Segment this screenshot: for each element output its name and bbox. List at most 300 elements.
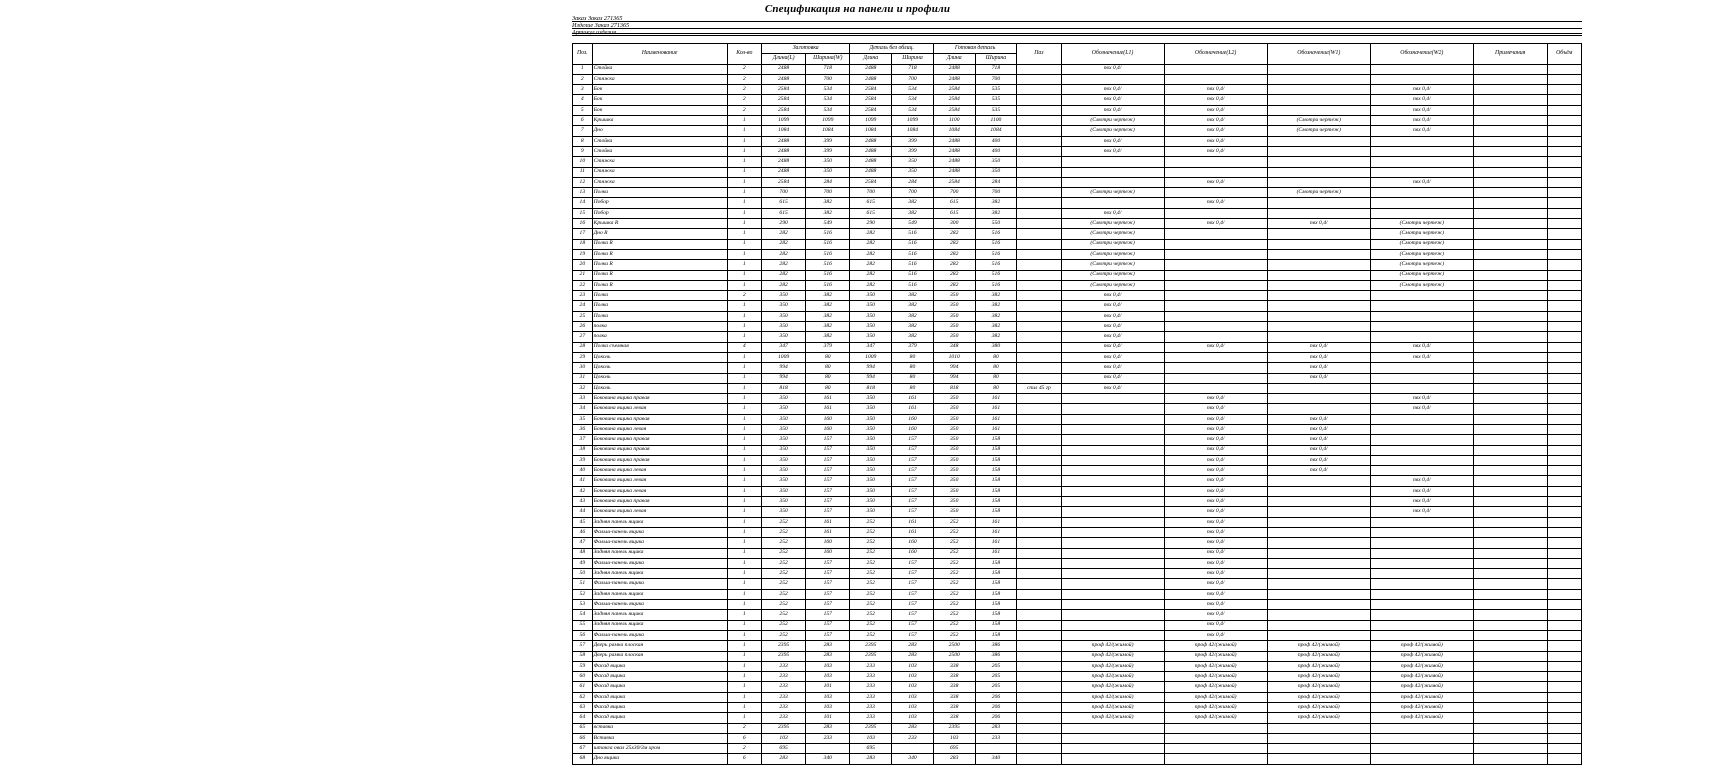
table-cell: 80 bbox=[806, 352, 850, 362]
table-cell: пвх 0,4/ bbox=[1164, 486, 1267, 496]
table-cell: Боковина ящика левая bbox=[592, 466, 727, 476]
table-row bbox=[573, 558, 1582, 568]
table-cell: 283 bbox=[850, 754, 892, 764]
table-cell: 205 bbox=[975, 672, 1017, 682]
table-cell bbox=[1473, 85, 1547, 95]
table-cell: 6 bbox=[727, 733, 761, 743]
table-cell bbox=[1547, 713, 1581, 723]
table-cell: 516 bbox=[975, 280, 1017, 290]
table-cell bbox=[1473, 486, 1547, 496]
table-cell bbox=[1473, 661, 1547, 671]
table-cell: пвх 0,4/ bbox=[1164, 548, 1267, 558]
table-cell: 157 bbox=[806, 600, 850, 610]
table-cell bbox=[1017, 424, 1061, 434]
table-cell: 233 bbox=[762, 703, 806, 713]
table-cell bbox=[1061, 548, 1164, 558]
table-cell: Стяжка bbox=[592, 177, 727, 187]
table-cell: 350 bbox=[933, 424, 975, 434]
table-cell: 252 bbox=[850, 610, 892, 620]
table-cell: 2488 bbox=[850, 136, 892, 146]
table-cell: пвх 0,4/ bbox=[1164, 414, 1267, 424]
table-cell bbox=[1547, 188, 1581, 198]
table-cell: пвх 0,4/ bbox=[1164, 126, 1267, 136]
table-row bbox=[573, 517, 1582, 527]
table-cell bbox=[1061, 733, 1164, 743]
table-cell: пвх 0,4/ bbox=[1164, 476, 1267, 486]
table-cell: Побор bbox=[592, 208, 727, 218]
table-cell: 161 bbox=[975, 394, 1017, 404]
table-cell: 382 bbox=[892, 322, 934, 332]
table-cell bbox=[1547, 507, 1581, 517]
table-cell: 615 bbox=[762, 198, 806, 208]
table-cell bbox=[1473, 260, 1547, 270]
table-cell: пвх 0,4/ bbox=[1164, 146, 1267, 156]
table-cell bbox=[1017, 476, 1061, 486]
table-cell: 350 bbox=[850, 322, 892, 332]
table-cell: 1 bbox=[727, 146, 761, 156]
table-cell bbox=[1061, 414, 1164, 424]
table-cell bbox=[1017, 610, 1061, 620]
table-cell: 350 bbox=[850, 507, 892, 517]
table-row bbox=[573, 610, 1582, 620]
table-cell bbox=[1017, 394, 1061, 404]
table-cell: 350 bbox=[850, 301, 892, 311]
table-cell: 1 bbox=[727, 322, 761, 332]
table-cell bbox=[1473, 445, 1547, 455]
header-line-product bbox=[572, 22, 1582, 29]
table-cell: 350 bbox=[762, 435, 806, 445]
table-group-header-row bbox=[573, 44, 1582, 54]
table-cell: 282 bbox=[850, 249, 892, 259]
table-cell: проф 42/(жимой) bbox=[1267, 661, 1370, 671]
table-cell bbox=[1473, 589, 1547, 599]
table-cell: Боковина ящика левая bbox=[592, 424, 727, 434]
table-cell bbox=[1547, 630, 1581, 640]
table-cell: 80 bbox=[892, 373, 934, 383]
table-cell: 282 bbox=[762, 239, 806, 249]
table-cell bbox=[1267, 527, 1370, 537]
table-cell: 350 bbox=[892, 167, 934, 177]
table-cell: Стойка bbox=[592, 146, 727, 156]
table-cell: 38 bbox=[573, 445, 593, 455]
table-cell: 399 bbox=[892, 146, 934, 156]
table-cell bbox=[1017, 116, 1061, 126]
table-cell: 350 bbox=[933, 466, 975, 476]
table-cell bbox=[1017, 311, 1061, 321]
table-row bbox=[573, 466, 1582, 476]
table-cell: Стойка bbox=[592, 64, 727, 74]
table-cell: 2584 bbox=[850, 177, 892, 187]
table-cell bbox=[1267, 579, 1370, 589]
table-cell: Фасад ящика bbox=[592, 703, 727, 713]
table-cell: 252 bbox=[762, 517, 806, 527]
table-cell bbox=[1547, 116, 1581, 126]
table-cell: проф 42/(жимой) bbox=[1267, 672, 1370, 682]
table-cell bbox=[1547, 208, 1581, 218]
table-cell: 2 bbox=[727, 744, 761, 754]
col-header-final-length: Длина bbox=[933, 54, 975, 64]
table-cell: 2584 bbox=[850, 105, 892, 115]
table-cell bbox=[1473, 497, 1547, 507]
table-cell bbox=[1473, 723, 1547, 733]
table-cell bbox=[1017, 404, 1061, 414]
table-cell: 382 bbox=[892, 208, 934, 218]
table-cell: 56 bbox=[573, 630, 593, 640]
table-cell: (Смотри чертеж) bbox=[1370, 249, 1473, 259]
table-cell: 44 bbox=[573, 507, 593, 517]
table-cell bbox=[1473, 548, 1547, 558]
table-cell: 549 bbox=[806, 219, 850, 229]
table-cell bbox=[1547, 342, 1581, 352]
table-cell: проф 42/(жимой) bbox=[1061, 682, 1164, 692]
table-cell: 350 bbox=[933, 301, 975, 311]
table-cell: 516 bbox=[806, 280, 850, 290]
header-rule bbox=[572, 33, 1582, 36]
table-cell: 103 bbox=[850, 733, 892, 743]
table-row bbox=[573, 435, 1582, 445]
table-cell bbox=[1473, 311, 1547, 321]
table-cell: Побор bbox=[592, 198, 727, 208]
table-cell bbox=[1547, 661, 1581, 671]
table-cell: 161 bbox=[975, 424, 1017, 434]
table-cell: 1084 bbox=[975, 126, 1017, 136]
table-cell: Фальш-панель ящика bbox=[592, 538, 727, 548]
table-cell: 12 bbox=[573, 177, 593, 187]
table-cell bbox=[1017, 229, 1061, 239]
table-cell: 350 bbox=[850, 455, 892, 465]
table-cell: 158 bbox=[975, 497, 1017, 507]
table-cell bbox=[1267, 517, 1370, 527]
table-cell: 160 bbox=[806, 424, 850, 434]
table-cell: 1 bbox=[727, 466, 761, 476]
table-cell: 399 bbox=[806, 146, 850, 156]
table-cell: Боковина ящика левая bbox=[592, 507, 727, 517]
table-cell: 45 bbox=[573, 517, 593, 527]
table-row bbox=[573, 322, 1582, 332]
table-cell bbox=[1473, 239, 1547, 249]
table-row bbox=[573, 85, 1582, 95]
table-cell: 1 bbox=[727, 177, 761, 187]
table-cell: 549 bbox=[892, 219, 934, 229]
table-cell bbox=[1473, 301, 1547, 311]
table-cell bbox=[1473, 136, 1547, 146]
table-cell: 26 bbox=[573, 322, 593, 332]
table-cell: 48 bbox=[573, 548, 593, 558]
table-cell: пвх 0,4/ bbox=[1164, 177, 1267, 187]
table-cell: 233 bbox=[762, 713, 806, 723]
table-cell: (Смотри чертеж) bbox=[1370, 239, 1473, 249]
table-cell bbox=[1473, 95, 1547, 105]
table-cell bbox=[1061, 435, 1164, 445]
table-cell: 4 bbox=[573, 95, 593, 105]
table-cell bbox=[1370, 558, 1473, 568]
table-cell: 516 bbox=[892, 280, 934, 290]
table-cell: Боковина ящика правая bbox=[592, 414, 727, 424]
table-cell: 157 bbox=[806, 507, 850, 517]
table-cell: 695 bbox=[762, 744, 806, 754]
table-cell: 101 bbox=[806, 713, 850, 723]
table-row bbox=[573, 538, 1582, 548]
table-cell: 66 bbox=[573, 733, 593, 743]
table-cell bbox=[1370, 146, 1473, 156]
col-header-groove: Паз bbox=[1017, 44, 1061, 65]
table-cell bbox=[1547, 198, 1581, 208]
table-cell: 350 bbox=[933, 414, 975, 424]
table-cell bbox=[1547, 486, 1581, 496]
table-cell bbox=[1473, 167, 1547, 177]
table-cell: 350 bbox=[892, 157, 934, 167]
table-cell bbox=[1473, 466, 1547, 476]
table-cell: пвх 0,4/ bbox=[1164, 116, 1267, 126]
table-cell: пвх 0,4/ bbox=[1061, 208, 1164, 218]
table-cell: Фасад ящика bbox=[592, 661, 727, 671]
table-cell bbox=[1473, 754, 1547, 764]
table-cell: 252 bbox=[762, 600, 806, 610]
table-cell: 350 bbox=[933, 486, 975, 496]
table-cell: 161 bbox=[975, 404, 1017, 414]
table-row bbox=[573, 414, 1582, 424]
table-cell: 252 bbox=[933, 620, 975, 630]
table-row bbox=[573, 600, 1582, 610]
table-cell: 1 bbox=[727, 507, 761, 517]
table-cell: 350 bbox=[850, 486, 892, 496]
table-cell: 1 bbox=[727, 641, 761, 651]
table-cell bbox=[1267, 301, 1370, 311]
table-cell: 161 bbox=[892, 527, 934, 537]
table-cell: 157 bbox=[892, 630, 934, 640]
table-cell: 4 bbox=[727, 342, 761, 352]
table-cell: (Смотри чертеж) bbox=[1370, 270, 1473, 280]
table-cell bbox=[1370, 157, 1473, 167]
table-cell: пвх 0,4/ bbox=[1267, 219, 1370, 229]
table-cell: 350 bbox=[806, 167, 850, 177]
table-cell: 80 bbox=[892, 363, 934, 373]
table-cell: 2395 bbox=[762, 641, 806, 651]
table-cell: 157 bbox=[892, 579, 934, 589]
table-cell: 158 bbox=[975, 630, 1017, 640]
table-cell: 252 bbox=[850, 630, 892, 640]
table-cell: Дверь рамка плоская bbox=[592, 651, 727, 661]
table-cell: 399 bbox=[892, 136, 934, 146]
table-cell bbox=[1267, 167, 1370, 177]
table-cell: 1 bbox=[727, 610, 761, 620]
table-cell bbox=[1473, 517, 1547, 527]
table-cell: 350 bbox=[762, 455, 806, 465]
table-cell: 1009 bbox=[850, 352, 892, 362]
table-cell: 615 bbox=[850, 198, 892, 208]
table-cell: 157 bbox=[892, 558, 934, 568]
table-cell: 1084 bbox=[850, 126, 892, 136]
table-cell: 103 bbox=[806, 703, 850, 713]
table-cell: проф 42/(жимой) bbox=[1164, 703, 1267, 713]
table-cell: 252 bbox=[850, 517, 892, 527]
table-cell: 157 bbox=[806, 476, 850, 486]
table-cell bbox=[1473, 146, 1547, 156]
table-cell: 160 bbox=[806, 538, 850, 548]
table-cell: 282 bbox=[933, 270, 975, 280]
table-cell bbox=[1547, 672, 1581, 682]
table-cell bbox=[1267, 291, 1370, 301]
table-cell: 350 bbox=[933, 322, 975, 332]
table-cell: 283 bbox=[933, 754, 975, 764]
table-cell: 1 bbox=[727, 703, 761, 713]
table-cell: пвх 0,4/ bbox=[1164, 424, 1267, 434]
table-cell: 158 bbox=[975, 466, 1017, 476]
table-cell bbox=[1061, 517, 1164, 527]
table-cell: проф 42/(жимой) bbox=[1370, 692, 1473, 702]
table-cell bbox=[1473, 373, 1547, 383]
table-cell: (Смотри чертеж) bbox=[1267, 188, 1370, 198]
table-cell bbox=[1267, 630, 1370, 640]
table-row bbox=[573, 703, 1582, 713]
table-row bbox=[573, 167, 1582, 177]
table-cell: пвх 0,4/ bbox=[1370, 105, 1473, 115]
table-cell bbox=[1547, 311, 1581, 321]
table-cell bbox=[1547, 733, 1581, 743]
table-cell: Крышка bbox=[592, 116, 727, 126]
table-cell bbox=[1164, 733, 1267, 743]
table-cell: 350 bbox=[762, 332, 806, 342]
table-cell: 1 bbox=[727, 311, 761, 321]
table-cell: 283 bbox=[892, 723, 934, 733]
table-cell bbox=[1061, 394, 1164, 404]
table-cell: 11 bbox=[573, 167, 593, 177]
group-header-blank: Заготовка bbox=[762, 44, 850, 54]
table-cell: 284 bbox=[892, 177, 934, 187]
table-cell: Дно bbox=[592, 126, 727, 136]
table-cell bbox=[1547, 177, 1581, 187]
table-cell: 1099 bbox=[892, 116, 934, 126]
table-cell: 350 bbox=[762, 291, 806, 301]
table-cell: 252 bbox=[933, 558, 975, 568]
table-cell bbox=[1061, 404, 1164, 414]
table-cell bbox=[1547, 126, 1581, 136]
table-cell bbox=[1547, 85, 1581, 95]
table-cell: 233 bbox=[850, 692, 892, 702]
table-cell bbox=[1267, 744, 1370, 754]
table-cell: 252 bbox=[850, 527, 892, 537]
table-cell bbox=[1061, 538, 1164, 548]
table-cell bbox=[1164, 363, 1267, 373]
table-cell: Фасад ящика bbox=[592, 682, 727, 692]
table-row bbox=[573, 486, 1582, 496]
table-cell bbox=[1017, 569, 1061, 579]
table-cell bbox=[1547, 610, 1581, 620]
table-cell: 252 bbox=[933, 527, 975, 537]
table-cell: 2 bbox=[727, 64, 761, 74]
table-cell bbox=[1164, 157, 1267, 167]
table-cell bbox=[806, 744, 850, 754]
table-row bbox=[573, 105, 1582, 115]
table-cell: Задняя панель ящика bbox=[592, 610, 727, 620]
table-cell bbox=[1267, 733, 1370, 743]
table-cell bbox=[1267, 208, 1370, 218]
table-row bbox=[573, 754, 1582, 764]
table-cell bbox=[1267, 723, 1370, 733]
table-cell: 350 bbox=[762, 497, 806, 507]
table-cell: 516 bbox=[975, 260, 1017, 270]
table-cell bbox=[1547, 167, 1581, 177]
table-cell: (Смотри чертеж) bbox=[1370, 260, 1473, 270]
table-cell: 340 bbox=[975, 754, 1017, 764]
table-cell: 6 bbox=[727, 754, 761, 764]
table-cell bbox=[1473, 692, 1547, 702]
table-cell: 1 bbox=[727, 260, 761, 270]
table-row bbox=[573, 394, 1582, 404]
table-cell: 350 bbox=[975, 167, 1017, 177]
table-cell bbox=[1061, 455, 1164, 465]
table-row bbox=[573, 682, 1582, 692]
table-cell bbox=[1473, 682, 1547, 692]
table-cell: 161 bbox=[806, 394, 850, 404]
table-cell bbox=[1017, 188, 1061, 198]
table-cell: 386 bbox=[975, 651, 1017, 661]
table-cell: 161 bbox=[892, 394, 934, 404]
table-cell: пвх 0,4/ bbox=[1164, 455, 1267, 465]
table-cell bbox=[1017, 527, 1061, 537]
table-cell bbox=[1473, 414, 1547, 424]
table-cell bbox=[1017, 322, 1061, 332]
table-cell bbox=[1370, 198, 1473, 208]
table-cell bbox=[1061, 579, 1164, 589]
table-cell: (Смотри чертеж) bbox=[1267, 126, 1370, 136]
table-cell bbox=[1061, 497, 1164, 507]
table-cell bbox=[1547, 249, 1581, 259]
table-row bbox=[573, 455, 1582, 465]
table-row bbox=[573, 177, 1582, 187]
table-cell: 103 bbox=[806, 692, 850, 702]
table-row bbox=[573, 723, 1582, 733]
table-cell bbox=[1267, 600, 1370, 610]
table-cell: пвх 0,4/ bbox=[1164, 198, 1267, 208]
table-cell: 233 bbox=[850, 713, 892, 723]
table-cell: 80 bbox=[806, 363, 850, 373]
table-cell bbox=[1267, 548, 1370, 558]
table-cell: 283 bbox=[806, 651, 850, 661]
table-cell: (Смотри чертеж) bbox=[1061, 126, 1164, 136]
table-cell: 1 bbox=[727, 486, 761, 496]
table-cell: 379 bbox=[892, 342, 934, 352]
table-cell: 41 bbox=[573, 476, 593, 486]
table-cell: 1 bbox=[727, 661, 761, 671]
table-cell: Боковина ящика правая bbox=[592, 394, 727, 404]
table-cell bbox=[1547, 373, 1581, 383]
table-cell: 1 bbox=[727, 249, 761, 259]
table-cell bbox=[1267, 383, 1370, 393]
table-cell bbox=[1547, 394, 1581, 404]
table-cell bbox=[1370, 322, 1473, 332]
table-cell bbox=[1547, 95, 1581, 105]
table-cell bbox=[1061, 744, 1164, 754]
table-cell bbox=[1473, 188, 1547, 198]
table-cell: (Смотри чертеж) bbox=[1061, 239, 1164, 249]
table-cell bbox=[1473, 198, 1547, 208]
table-cell: 1 bbox=[727, 569, 761, 579]
table-cell: 282 bbox=[933, 260, 975, 270]
table-cell: 382 bbox=[892, 198, 934, 208]
table-cell bbox=[1017, 600, 1061, 610]
table-cell: 157 bbox=[892, 445, 934, 455]
table-cell: 252 bbox=[933, 538, 975, 548]
table-cell bbox=[1164, 208, 1267, 218]
table-row bbox=[573, 672, 1582, 682]
table-cell: 2488 bbox=[850, 64, 892, 74]
table-cell bbox=[1267, 64, 1370, 74]
table-cell: 2584 bbox=[933, 177, 975, 187]
table-cell: проф 42/(жимой) bbox=[1061, 672, 1164, 682]
table-cell: 399 bbox=[806, 136, 850, 146]
table-cell: Фальш-панель ящика bbox=[592, 630, 727, 640]
